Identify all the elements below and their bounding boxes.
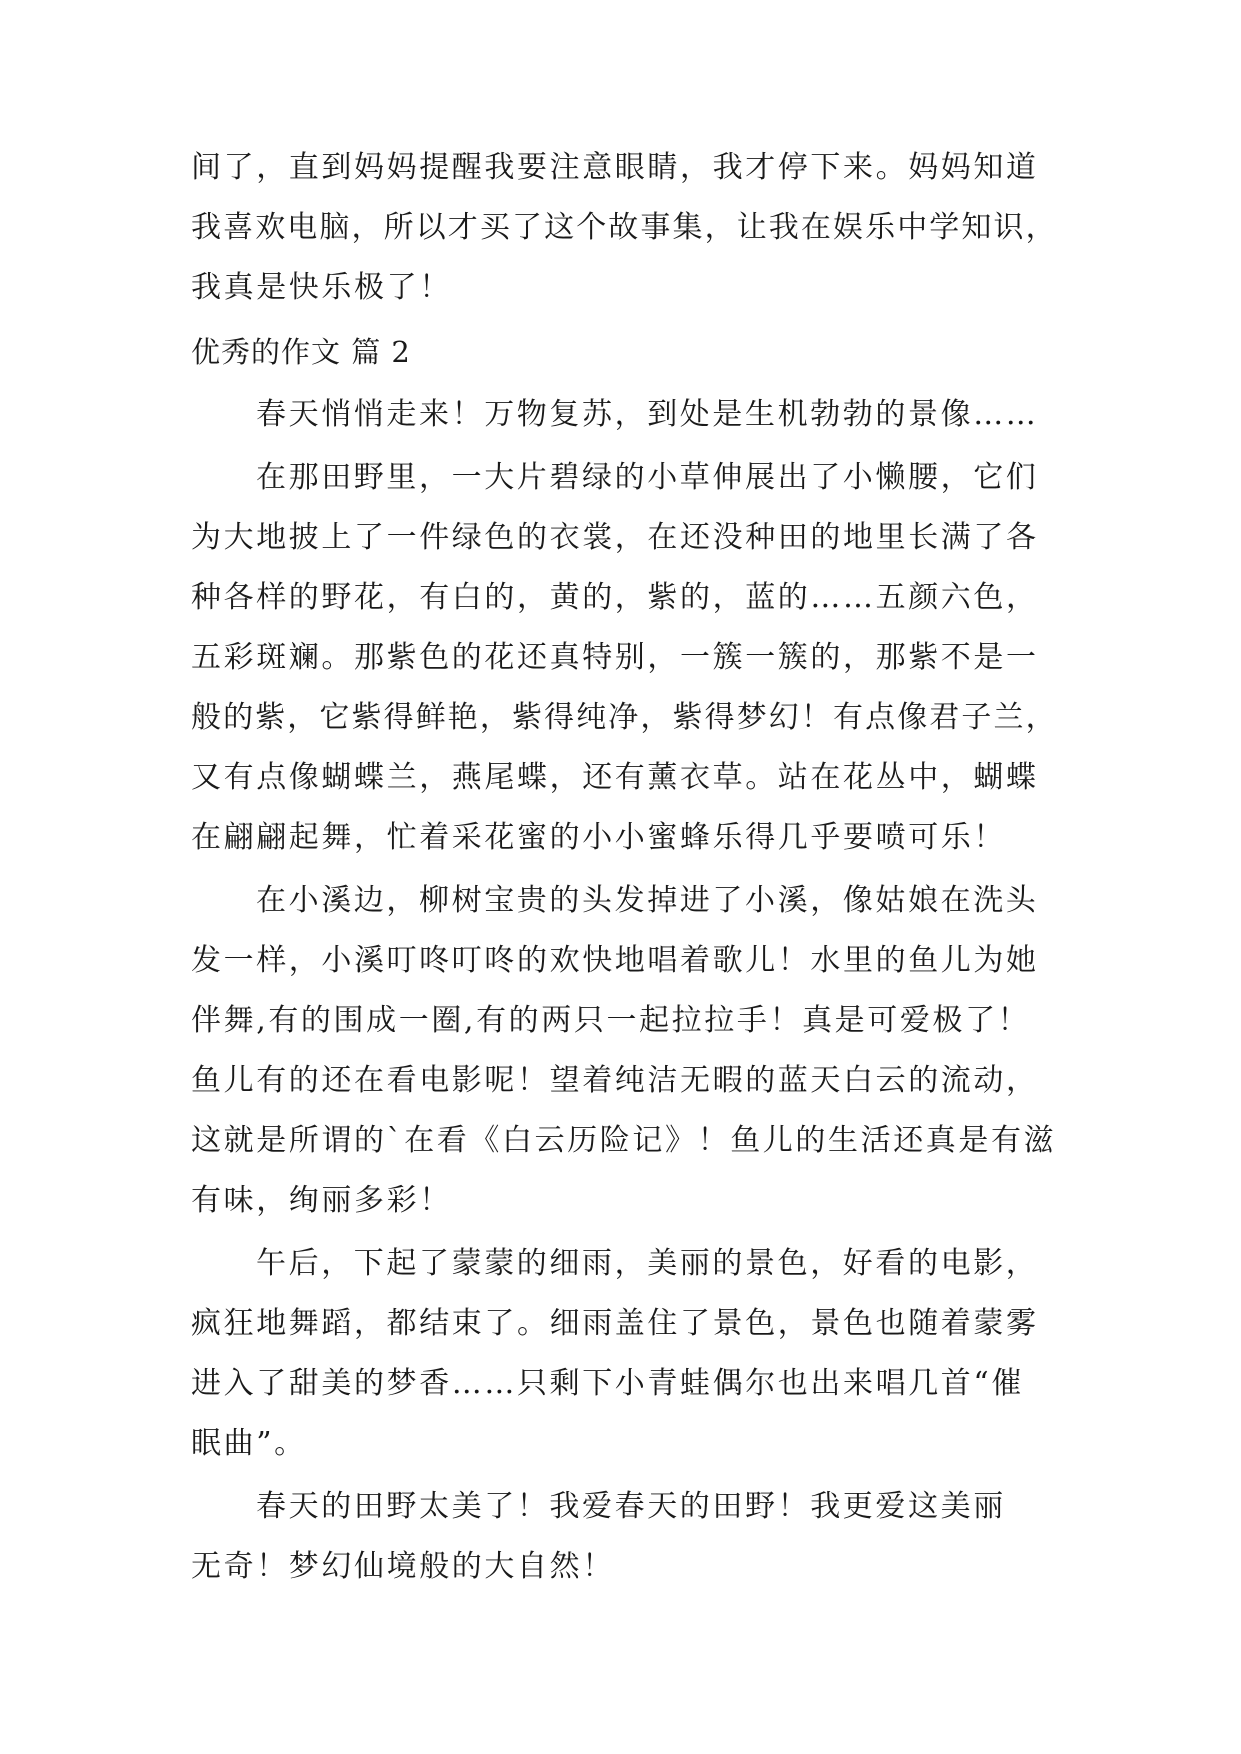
paragraph-5-line-1: 春天的田野太美了！我爱春天的田野！我更爱这美丽	[256, 1489, 1006, 1524]
paragraph-1-line-1: 春天悄悄走来！万物复苏，到处是生机勃勃的景像……	[256, 397, 1039, 432]
intro-line-2: 我喜欢电脑，所以才买了这个故事集，让我在娱乐中学知识，	[191, 210, 1058, 245]
section-heading: 优秀的作文 篇 2	[191, 335, 411, 369]
paragraph-2-line-6: 又有点像蝴蝶兰，燕尾蝶，还有薰衣草。站在花丛中，蝴蝶	[191, 760, 1039, 795]
paragraph-2-line-2: 为大地披上了一件绿色的衣裳，在还没种田的地里长满了各	[191, 520, 1039, 555]
paragraph-3-line-6: 有味，绚丽多彩！	[191, 1183, 452, 1218]
paragraph-4-line-4: 眠曲”。	[191, 1426, 307, 1461]
paragraph-3-line-5: 这就是所谓的`在看《白云历险记》！鱼儿的生活还真是有滋	[191, 1123, 1057, 1158]
paragraph-2-line-4: 五彩斑斓。那紫色的花还真特别，一簇一簇的，那紫不是一	[191, 640, 1039, 675]
paragraph-3-line-2: 发一样，小溪叮咚叮咚的欢快地唱着歌儿！水里的鱼儿为她	[191, 943, 1039, 978]
paragraph-3-line-4: 鱼儿有的还在看电影呢！望着纯洁无暇的蓝天白云的流动，	[191, 1063, 1039, 1098]
paragraph-3-line-1: 在小溪边，柳树宝贵的头发掉进了小溪，像姑娘在洗头	[256, 883, 1039, 918]
paragraph-5-line-2: 无奇！梦幻仙境般的大自然！	[191, 1549, 615, 1584]
paragraph-2-line-7: 在翩翩起舞，忙着采花蜜的小小蜜蜂乐得几乎要喷可乐！	[191, 820, 1006, 855]
paragraph-2-line-5: 般的紫，它紫得鲜艳，紫得纯净，紫得梦幻！有点像君子兰，	[191, 700, 1058, 735]
paragraph-2-line-3: 种各样的野花，有白的，黄的，紫的，蓝的……五颜六色，	[191, 580, 1039, 615]
paragraph-4-line-2: 疯狂地舞蹈，都结束了。细雨盖住了景色，景色也随着蒙雾	[191, 1306, 1039, 1341]
intro-line-1: 间了，直到妈妈提醒我要注意眼睛，我才停下来。妈妈知道	[191, 150, 1039, 185]
paragraph-3-line-3: 伴舞,有的围成一圈,有的两只一起拉拉手！真是可爱极了！	[191, 1003, 1031, 1038]
paragraph-4-line-1: 午后，下起了蒙蒙的细雨，美丽的景色，好看的电影，	[256, 1246, 1039, 1281]
intro-line-3: 我真是快乐极了！	[191, 270, 452, 305]
paragraph-4-line-3: 进入了甜美的梦香……只剩下小青蛙偶尔也出来唱几首“催	[191, 1366, 1024, 1401]
paragraph-2-line-1: 在那田野里，一大片碧绿的小草伸展出了小懒腰，它们	[256, 460, 1039, 495]
